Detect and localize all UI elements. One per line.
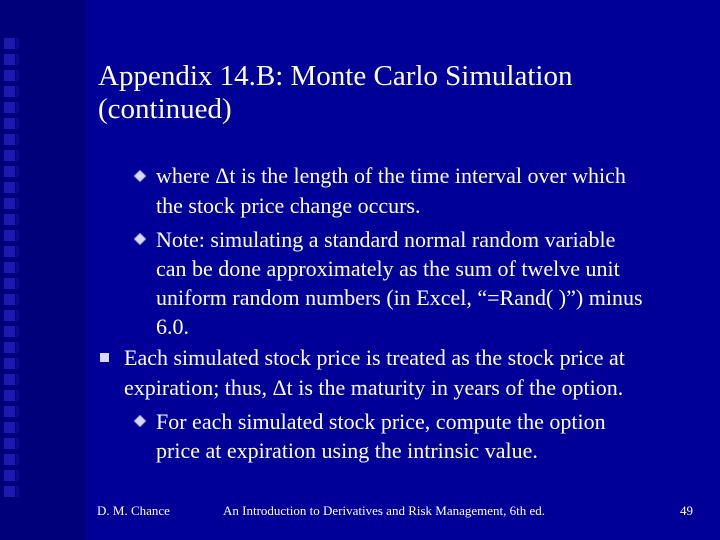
body-line: can be done approximately as the sum of twelve unit: [156, 256, 620, 281]
diamond-bullet-icon: [134, 415, 146, 427]
body-line: For each simulated stock price, compute the option: [156, 409, 606, 434]
body-line: the stock price change occurs.: [156, 193, 421, 218]
body-line: expiration; thus, Δt is the maturity in years of the option.: [124, 375, 624, 400]
body-line: price at expiration using the intrinsic value.: [156, 438, 538, 463]
diamond-bullet-icon: [134, 233, 146, 245]
square-bullet-icon: [100, 353, 109, 362]
body-line: Note: simulating a standard normal random variable: [156, 227, 616, 252]
body-line: Each simulated stock price is treated as the stock price at: [124, 345, 625, 370]
body-line: uniform random numbers (in Excel, “=Rand( )”) minus: [156, 285, 643, 310]
body-line: where Δt is the length of the time interval over which: [156, 163, 626, 188]
slide-title: Appendix 14.B: Monte Carlo Simulation (continued): [98, 60, 573, 125]
footer-book-title: An Introduction to Derivatives and Risk Management, 6th ed.: [223, 503, 546, 518]
footer-author: D. M. Chance: [97, 503, 170, 518]
body-line: 6.0.: [156, 314, 189, 339]
diamond-bullet-icon: [134, 170, 146, 182]
footer-page-number: 49: [680, 503, 693, 518]
